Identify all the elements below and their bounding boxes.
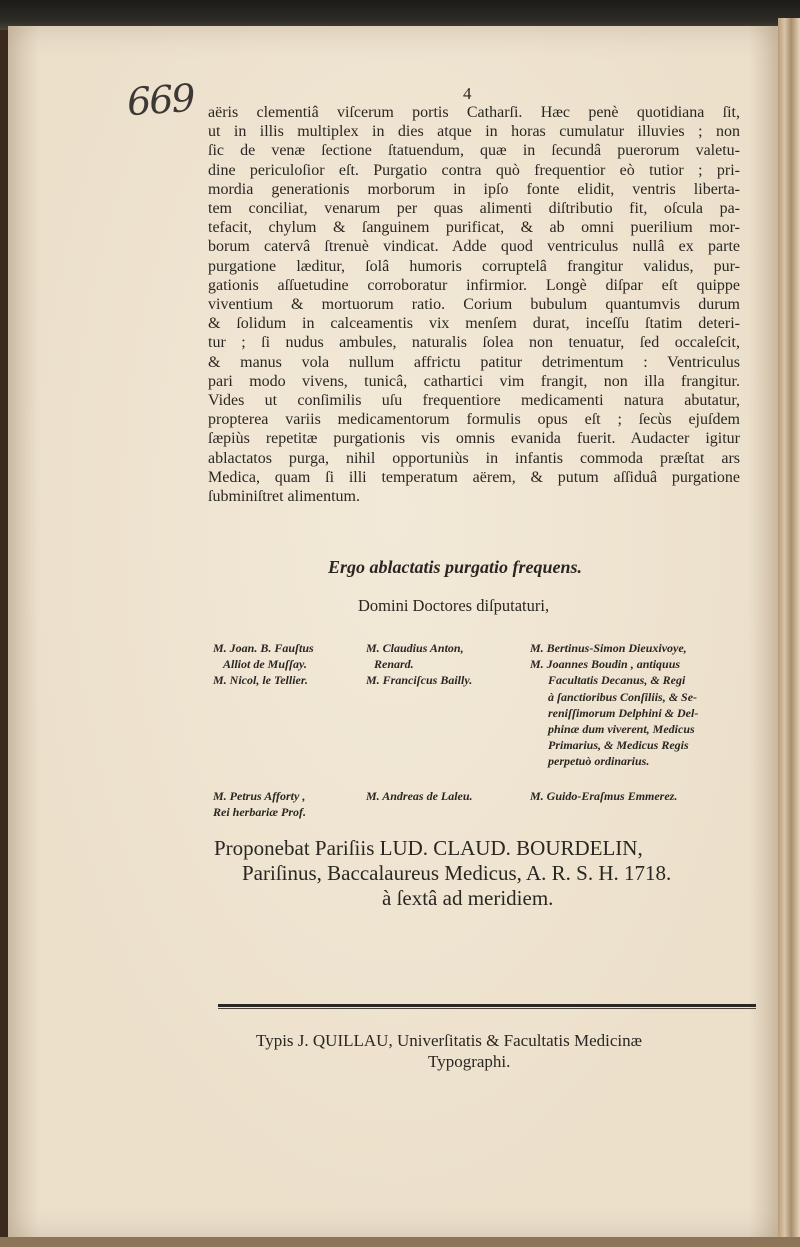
body-line: propterea variis medicamentorum formulis opus eſt ; ſecùs ejuſdem [208, 411, 740, 429]
body-line: ſubminiſtret alimentum. [208, 488, 360, 506]
page-stack-edge [778, 18, 800, 1247]
handwritten-folio-number: 669 [125, 75, 195, 125]
disputant-name: M. Joannes Boudin , antiquus [530, 657, 681, 672]
page-number: 4 [463, 84, 472, 103]
divider-rule [218, 1004, 756, 1007]
imprint-line: Typis J. QUILLAU, Univerſitatis & Facultatis Medicinæ [256, 1031, 642, 1050]
thesis-conclusion: Ergo ablactatis purgatio frequens. [328, 557, 583, 577]
disputants-column-2-lower [366, 788, 526, 804]
disputants-heading: Domini Doctores diſputaturi, [358, 596, 550, 615]
body-line: purgatione læditur, ſolâ humoris corruptelâ frangitur validus, pur- [208, 257, 740, 275]
disputant-name: M. Bertinus-Simon Dieuxivoye, [530, 641, 687, 655]
disputants-column-3-lower [530, 788, 765, 804]
presenter-line: à ſextâ ad meridiem. [382, 886, 554, 910]
divider-rule-thin [218, 1008, 756, 1009]
disputant-name: M. Nicol, le Tellier. [213, 673, 308, 688]
disputant-title: à ſanctioribus Conſiliis, & Se- [548, 689, 698, 704]
disputant-title: reniſſimorum Delphini & Del- [548, 705, 699, 720]
printer-imprint [256, 1030, 736, 1072]
body-line: & ſolidum in calceamentis vix menſem durat, inceſſu ſtatim deteri- [208, 315, 740, 333]
body-line: ut in illis multiplex in dies atque in horas cumulatur illuvies ; non [208, 123, 740, 141]
body-line: mordia generationis morborum in ipſo fonte elidit, ventris liberta- [208, 180, 740, 198]
body-line: & manus vola nullum affrictu patitur detrimentum : Ventriculus [208, 353, 740, 371]
body-line: ablactatos purga, nihil opportuniùs in infantis commoda præſtat ars [208, 449, 740, 467]
disputants-column-2 [366, 640, 526, 689]
disputant-name: M. Franciſcus Bailly. [366, 673, 473, 688]
body-line: ſæpiùs repetitæ purgationis vis omnis evanida fuerit. Audacter igitur [208, 430, 740, 448]
presenter-line: Pariſinus, Baccalaureus Medicus, A. R. S. H. 1718. [242, 861, 672, 885]
disputant-title: perpetuò ordinarius. [548, 754, 650, 769]
disputants-column-1 [213, 640, 363, 689]
disputant-name: M. Petrus Afforty , [213, 789, 306, 803]
presenter-block [214, 836, 744, 911]
body-line: tur ; ſi nudus ambules, naturalis ſolea non tenuatur, ſed occaleſcit, [208, 334, 740, 352]
disputant-name: M. Andreas de Laleu. [366, 789, 473, 803]
disputants-column-3 [530, 640, 765, 770]
disputant-name: M. Joan. B. Fauſtus [213, 641, 314, 655]
body-line: Medica, quam ſi illi temperatum aërem, & putum aſſiduâ purgatione [208, 468, 740, 486]
disputant-title: phinæ dum viverent, Medicus [548, 722, 695, 737]
body-line: Vides ut conſimilis uſu frequentiore medicamenti natura abutatur, [208, 392, 740, 410]
disputant-name: Renard. [374, 657, 414, 672]
disputant-title: Facultatis Decanus, & Regi [548, 673, 686, 688]
body-line: borum catervâ ſtrenuè vindicat. Adde quod ventriculus nullâ ex parte [208, 238, 740, 256]
body-line: tefacit, chylum & ſanguinem purificat, & ab omni puerilium mor- [208, 219, 740, 237]
presenter-line: Proponebat Pariſiis LUD. CLAUD. BOURDELIN, [214, 836, 643, 860]
imprint-line: Typographi. [428, 1052, 511, 1071]
body-line: aëris clementiâ viſcerum portis Catharſi. Hæc penè quotidiana ſit, [208, 104, 740, 121]
book-bottom-edge [0, 1237, 800, 1247]
body-line: gationis aſſuetudine corroboratur infirmior. Longè diſpar eſt quippe [208, 276, 740, 294]
disputant-name: Alliot de Muſſay. [223, 657, 307, 672]
body-line: dine periculoſior eſt. Purgatio contra quò frequentior eò tutior ; pri- [208, 161, 740, 179]
disputant-name: M. Claudius Anton, [366, 641, 464, 655]
body-line: viventium & mortuorum ratio. Corium bubulum quantumvis durum [208, 296, 740, 314]
disputants-column-1-lower [213, 788, 363, 820]
disputant-title: Primarius, & Medicus Regis [548, 738, 689, 753]
disputant-name: M. Guido-Eraſmus Emmerez. [530, 789, 678, 803]
disputant-name: Rei herbariæ Prof. [213, 805, 306, 820]
body-paragraph [208, 103, 740, 506]
body-line: pari modo vivens, tunicâ, cathartici vim frangit, non illa frangitur. [208, 372, 740, 390]
body-line: ſic de venæ ſectione ſtatuendum, quæ in ſecundâ puerorum valetu- [208, 142, 740, 160]
body-line: tem conciliat, venarum per quas alimenti diſtributio fit, oſcula pa- [208, 200, 740, 218]
